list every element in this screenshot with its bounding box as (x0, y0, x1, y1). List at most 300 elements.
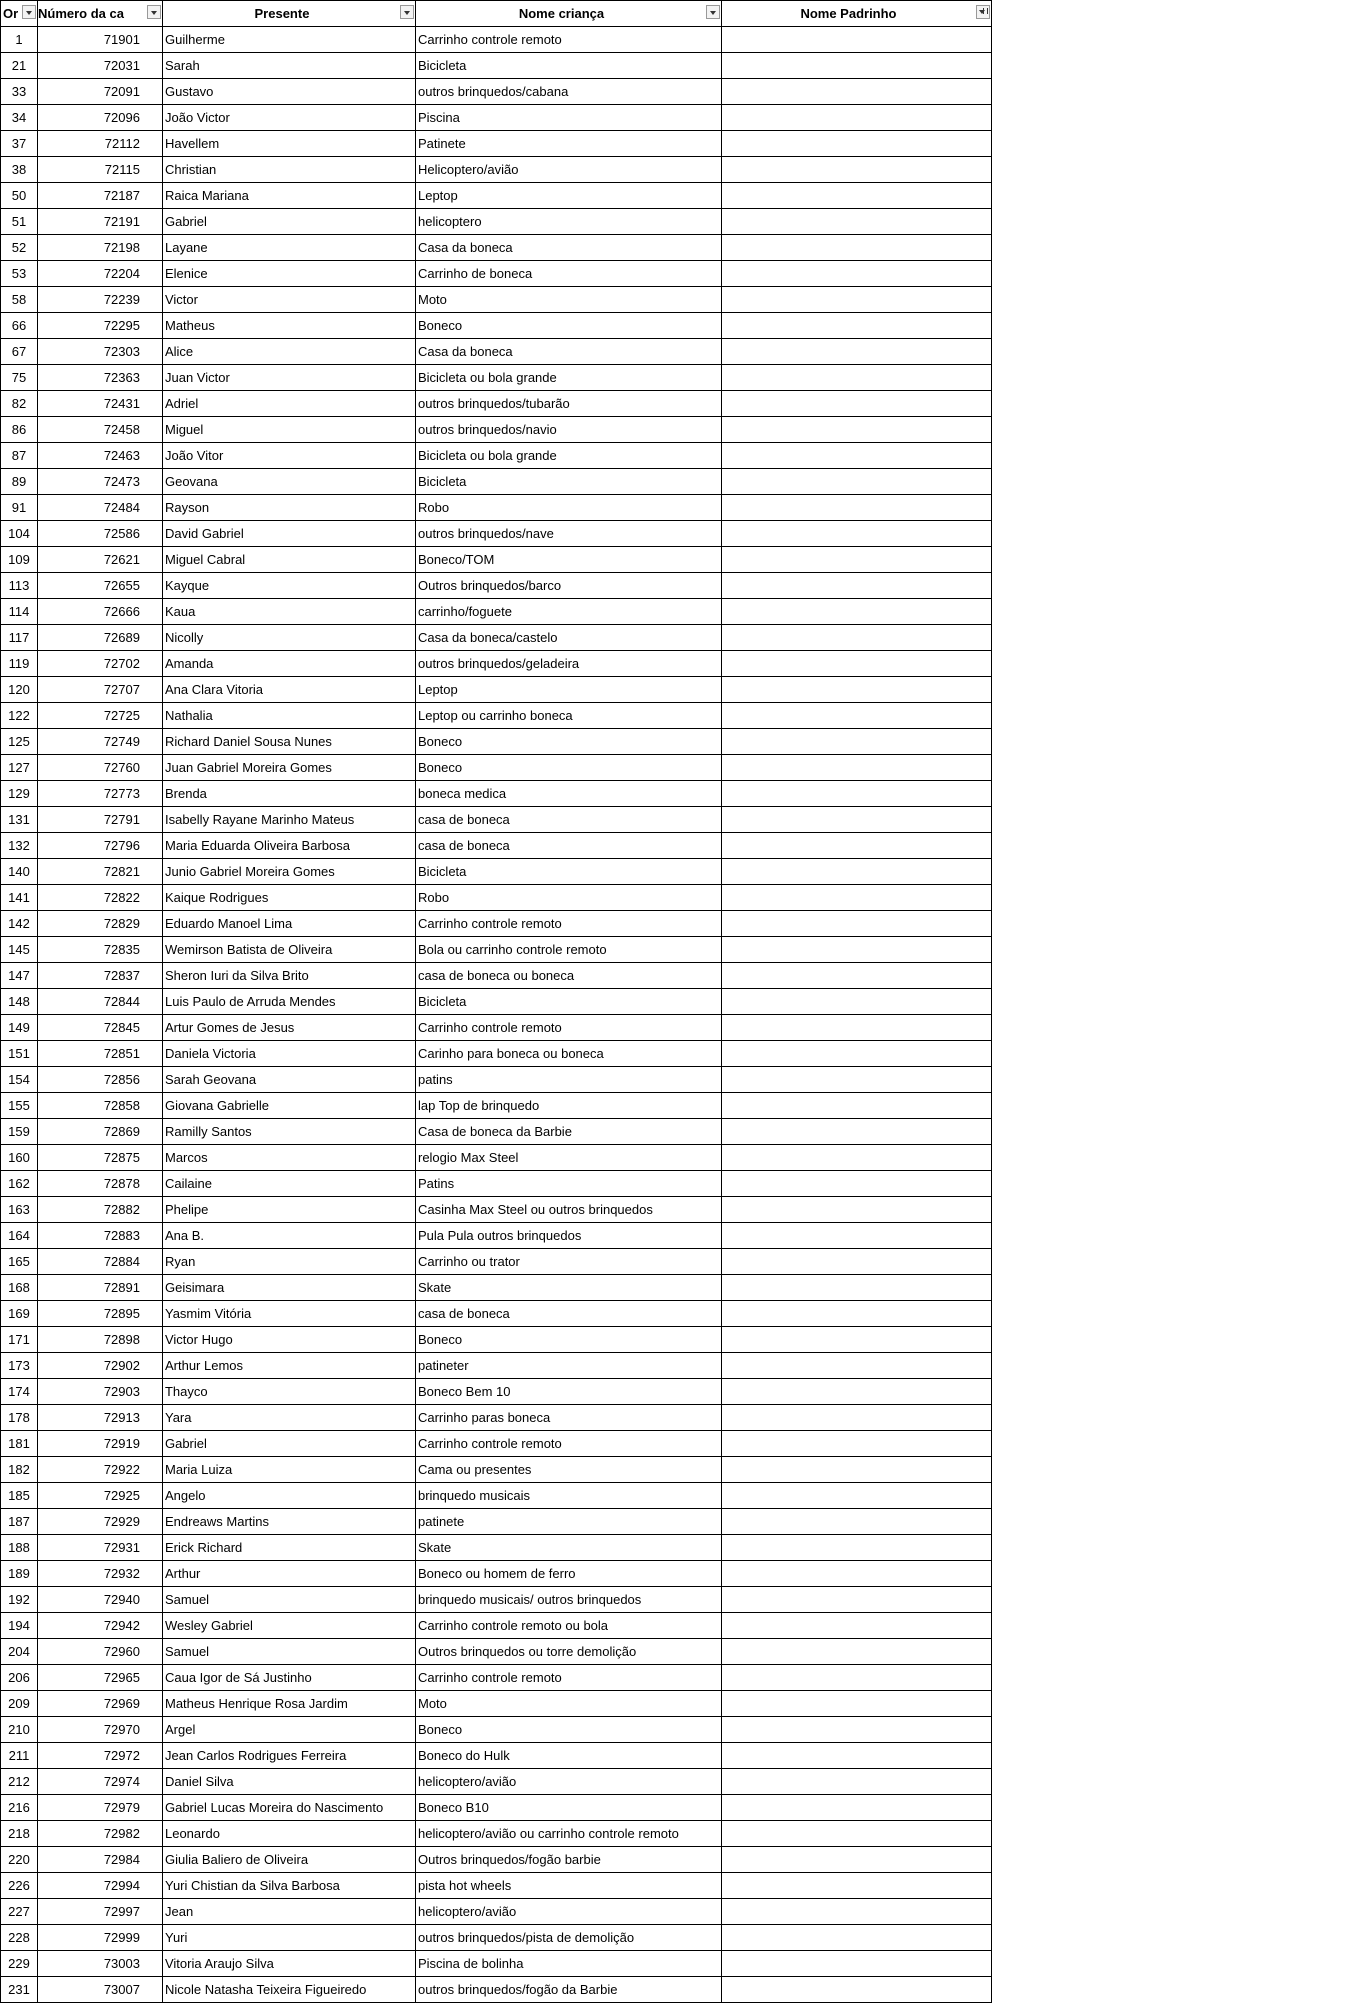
cell-numero-da-carta[interactable]: 72829 (38, 911, 163, 937)
cell-numero-da-carta[interactable]: 72096 (38, 105, 163, 131)
cell-nome-padrinho[interactable] (721, 1535, 991, 1561)
cell-nome-padrinho[interactable] (721, 1509, 991, 1535)
cell-ordem[interactable]: 162 (1, 1171, 38, 1197)
cell-numero-da-carta[interactable]: 72982 (38, 1821, 163, 1847)
cell-numero-da-carta[interactable]: 72931 (38, 1535, 163, 1561)
cell-nome-crianca[interactable]: Robo (415, 885, 721, 911)
cell-presente[interactable]: Jean (162, 1899, 415, 1925)
cell-nome-crianca[interactable]: Carrinho controle remoto (415, 1665, 721, 1691)
cell-ordem[interactable]: 173 (1, 1353, 38, 1379)
cell-ordem[interactable]: 117 (1, 625, 38, 651)
cell-nome-crianca[interactable]: Bicicleta (415, 989, 721, 1015)
cell-nome-padrinho[interactable] (721, 573, 991, 599)
cell-nome-padrinho[interactable] (721, 1977, 991, 2003)
cell-ordem[interactable]: 82 (1, 391, 38, 417)
cell-nome-padrinho[interactable] (721, 521, 991, 547)
cell-presente[interactable]: Gabriel Lucas Moreira do Nascimento (162, 1795, 415, 1821)
cell-nome-padrinho[interactable] (721, 1171, 991, 1197)
cell-nome-padrinho[interactable] (721, 1223, 991, 1249)
cell-presente[interactable]: Sarah (162, 53, 415, 79)
cell-numero-da-carta[interactable]: 72586 (38, 521, 163, 547)
cell-ordem[interactable]: 192 (1, 1587, 38, 1613)
cell-nome-crianca[interactable]: Casa da boneca/castelo (415, 625, 721, 651)
cell-numero-da-carta[interactable]: 72621 (38, 547, 163, 573)
cell-presente[interactable]: Matheus (162, 313, 415, 339)
cell-presente[interactable]: Ramilly Santos (162, 1119, 415, 1145)
cell-nome-crianca[interactable]: Bicicleta (415, 469, 721, 495)
cell-nome-padrinho[interactable] (721, 1353, 991, 1379)
cell-ordem[interactable]: 33 (1, 79, 38, 105)
cell-nome-padrinho[interactable] (721, 1951, 991, 1977)
cell-nome-padrinho[interactable] (721, 755, 991, 781)
cell-nome-padrinho[interactable] (721, 807, 991, 833)
cell-numero-da-carta[interactable]: 72666 (38, 599, 163, 625)
cell-nome-padrinho[interactable] (721, 859, 991, 885)
cell-presente[interactable]: Giulia Baliero de Oliveira (162, 1847, 415, 1873)
cell-nome-padrinho[interactable] (721, 781, 991, 807)
cell-ordem[interactable]: 86 (1, 417, 38, 443)
cell-nome-padrinho[interactable] (721, 1587, 991, 1613)
cell-nome-crianca[interactable]: outros brinquedos/fogão da Barbie (415, 1977, 721, 2003)
cell-nome-padrinho[interactable] (721, 677, 991, 703)
cell-nome-padrinho[interactable] (721, 833, 991, 859)
cell-presente[interactable]: Miguel (162, 417, 415, 443)
cell-nome-crianca[interactable]: Carrinho de boneca (415, 261, 721, 287)
cell-ordem[interactable]: 34 (1, 105, 38, 131)
cell-nome-crianca[interactable]: boneca medica (415, 781, 721, 807)
cell-ordem[interactable]: 159 (1, 1119, 38, 1145)
cell-nome-padrinho[interactable] (721, 1457, 991, 1483)
cell-numero-da-carta[interactable]: 72845 (38, 1015, 163, 1041)
cell-numero-da-carta[interactable]: 72929 (38, 1509, 163, 1535)
cell-nome-crianca[interactable]: Boneco (415, 729, 721, 755)
cell-numero-da-carta[interactable]: 72198 (38, 235, 163, 261)
cell-numero-da-carta[interactable]: 72969 (38, 1691, 163, 1717)
cell-ordem[interactable]: 163 (1, 1197, 38, 1223)
cell-nome-padrinho[interactable] (721, 1821, 991, 1847)
cell-presente[interactable]: Sheron Iuri da Silva Brito (162, 963, 415, 989)
cell-presente[interactable]: Geisimara (162, 1275, 415, 1301)
cell-numero-da-carta[interactable]: 73003 (38, 1951, 163, 1977)
cell-numero-da-carta[interactable]: 72707 (38, 677, 163, 703)
cell-presente[interactable]: Miguel Cabral (162, 547, 415, 573)
cell-nome-padrinho[interactable] (721, 339, 991, 365)
cell-nome-padrinho[interactable] (721, 1743, 991, 1769)
cell-nome-padrinho[interactable] (721, 495, 991, 521)
cell-nome-crianca[interactable]: outros brinquedos/cabana (415, 79, 721, 105)
cell-ordem[interactable]: 127 (1, 755, 38, 781)
cell-numero-da-carta[interactable]: 72883 (38, 1223, 163, 1249)
cell-nome-padrinho[interactable] (721, 625, 991, 651)
cell-nome-padrinho[interactable] (721, 1873, 991, 1899)
cell-nome-padrinho[interactable] (721, 27, 991, 53)
cell-numero-da-carta[interactable]: 72303 (38, 339, 163, 365)
cell-ordem[interactable]: 142 (1, 911, 38, 937)
filter-dropdown-icon[interactable] (706, 5, 720, 19)
cell-numero-da-carta[interactable]: 72898 (38, 1327, 163, 1353)
cell-presente[interactable]: Gabriel (162, 1431, 415, 1457)
cell-numero-da-carta[interactable]: 72791 (38, 807, 163, 833)
cell-nome-padrinho[interactable] (721, 391, 991, 417)
cell-nome-padrinho[interactable] (721, 261, 991, 287)
cell-nome-crianca[interactable]: Outros brinquedos/barco (415, 573, 721, 599)
cell-presente[interactable]: Marcos (162, 1145, 415, 1171)
cell-nome-crianca[interactable]: Piscina (415, 105, 721, 131)
cell-nome-padrinho[interactable] (721, 183, 991, 209)
cell-nome-padrinho[interactable] (721, 651, 991, 677)
cell-presente[interactable]: Artur Gomes de Jesus (162, 1015, 415, 1041)
cell-numero-da-carta[interactable]: 72942 (38, 1613, 163, 1639)
cell-nome-crianca[interactable]: brinquedo musicais (415, 1483, 721, 1509)
cell-numero-da-carta[interactable]: 72837 (38, 963, 163, 989)
cell-nome-crianca[interactable]: helicoptero/avião (415, 1899, 721, 1925)
cell-numero-da-carta[interactable]: 72932 (38, 1561, 163, 1587)
cell-nome-crianca[interactable]: lap Top de brinquedo (415, 1093, 721, 1119)
cell-ordem[interactable]: 119 (1, 651, 38, 677)
cell-nome-padrinho[interactable] (721, 1119, 991, 1145)
cell-ordem[interactable]: 154 (1, 1067, 38, 1093)
cell-ordem[interactable]: 151 (1, 1041, 38, 1067)
cell-presente[interactable]: Eduardo Manoel Lima (162, 911, 415, 937)
cell-ordem[interactable]: 145 (1, 937, 38, 963)
cell-nome-crianca[interactable]: Boneco Bem 10 (415, 1379, 721, 1405)
cell-ordem[interactable]: 131 (1, 807, 38, 833)
cell-nome-padrinho[interactable] (721, 365, 991, 391)
cell-nome-padrinho[interactable] (721, 1899, 991, 1925)
cell-presente[interactable]: Yara (162, 1405, 415, 1431)
cell-presente[interactable]: Nicole Natasha Teixeira Figueiredo (162, 1977, 415, 2003)
cell-nome-padrinho[interactable] (721, 1639, 991, 1665)
cell-nome-crianca[interactable]: Bicicleta (415, 53, 721, 79)
cell-numero-da-carta[interactable]: 72925 (38, 1483, 163, 1509)
cell-nome-padrinho[interactable] (721, 469, 991, 495)
cell-ordem[interactable]: 66 (1, 313, 38, 339)
cell-nome-crianca[interactable]: Carrinho controle remoto ou bola (415, 1613, 721, 1639)
cell-presente[interactable]: Daniela Victoria (162, 1041, 415, 1067)
cell-ordem[interactable]: 51 (1, 209, 38, 235)
filter-active-icon[interactable] (976, 5, 990, 19)
cell-presente[interactable]: Geovana (162, 469, 415, 495)
cell-nome-crianca[interactable]: Outros brinquedos ou torre demolição (415, 1639, 721, 1665)
cell-ordem[interactable]: 169 (1, 1301, 38, 1327)
cell-presente[interactable]: Samuel (162, 1639, 415, 1665)
cell-numero-da-carta[interactable]: 72970 (38, 1717, 163, 1743)
cell-nome-padrinho[interactable] (721, 1925, 991, 1951)
cell-presente[interactable]: Arthur Lemos (162, 1353, 415, 1379)
cell-nome-crianca[interactable]: Carrinho controle remoto (415, 1431, 721, 1457)
cell-nome-padrinho[interactable] (721, 1301, 991, 1327)
cell-presente[interactable]: Samuel (162, 1587, 415, 1613)
cell-nome-padrinho[interactable] (721, 1093, 991, 1119)
cell-nome-crianca[interactable]: Boneco (415, 1717, 721, 1743)
cell-numero-da-carta[interactable]: 72882 (38, 1197, 163, 1223)
cell-ordem[interactable]: 53 (1, 261, 38, 287)
cell-presente[interactable]: Adriel (162, 391, 415, 417)
cell-presente[interactable]: Rayson (162, 495, 415, 521)
cell-presente[interactable]: Kayque (162, 573, 415, 599)
cell-presente[interactable]: Christian (162, 157, 415, 183)
cell-numero-da-carta[interactable]: 72115 (38, 157, 163, 183)
cell-nome-crianca[interactable]: patineter (415, 1353, 721, 1379)
cell-nome-padrinho[interactable] (721, 105, 991, 131)
cell-presente[interactable]: Argel (162, 1717, 415, 1743)
cell-ordem[interactable]: 220 (1, 1847, 38, 1873)
cell-nome-crianca[interactable]: Casinha Max Steel ou outros brinquedos (415, 1197, 721, 1223)
cell-nome-padrinho[interactable] (721, 79, 991, 105)
cell-presente[interactable]: Richard Daniel Sousa Nunes (162, 729, 415, 755)
cell-ordem[interactable]: 1 (1, 27, 38, 53)
cell-ordem[interactable]: 91 (1, 495, 38, 521)
cell-nome-padrinho[interactable] (721, 1327, 991, 1353)
cell-nome-padrinho[interactable] (721, 1431, 991, 1457)
cell-nome-crianca[interactable]: Boneco do Hulk (415, 1743, 721, 1769)
cell-nome-padrinho[interactable] (721, 1405, 991, 1431)
cell-numero-da-carta[interactable]: 72112 (38, 131, 163, 157)
cell-ordem[interactable]: 160 (1, 1145, 38, 1171)
cell-nome-crianca[interactable]: Carrinho controle remoto (415, 911, 721, 937)
cell-presente[interactable]: Yuri Chistian da Silva Barbosa (162, 1873, 415, 1899)
cell-numero-da-carta[interactable]: 73007 (38, 1977, 163, 2003)
cell-nome-padrinho[interactable] (721, 1041, 991, 1067)
cell-ordem[interactable]: 149 (1, 1015, 38, 1041)
cell-presente[interactable]: Giovana Gabrielle (162, 1093, 415, 1119)
cell-numero-da-carta[interactable]: 72187 (38, 183, 163, 209)
cell-nome-crianca[interactable]: Leptop ou carrinho boneca (415, 703, 721, 729)
cell-numero-da-carta[interactable]: 72655 (38, 573, 163, 599)
cell-nome-padrinho[interactable] (721, 1795, 991, 1821)
cell-numero-da-carta[interactable]: 72994 (38, 1873, 163, 1899)
cell-presente[interactable]: Luis Paulo de Arruda Mendes (162, 989, 415, 1015)
cell-nome-padrinho[interactable] (721, 963, 991, 989)
cell-presente[interactable]: Layane (162, 235, 415, 261)
cell-nome-crianca[interactable]: Carrinho controle remoto (415, 27, 721, 53)
cell-ordem[interactable]: 227 (1, 1899, 38, 1925)
cell-nome-crianca[interactable]: Casa de boneca da Barbie (415, 1119, 721, 1145)
cell-numero-da-carta[interactable]: 72725 (38, 703, 163, 729)
cell-nome-padrinho[interactable] (721, 1691, 991, 1717)
cell-ordem[interactable]: 194 (1, 1613, 38, 1639)
cell-numero-da-carta[interactable]: 72856 (38, 1067, 163, 1093)
cell-nome-crianca[interactable]: relogio Max Steel (415, 1145, 721, 1171)
cell-presente[interactable]: Raica Mariana (162, 183, 415, 209)
cell-presente[interactable]: Thayco (162, 1379, 415, 1405)
cell-numero-da-carta[interactable]: 72363 (38, 365, 163, 391)
cell-nome-crianca[interactable]: Boneco (415, 755, 721, 781)
cell-nome-crianca[interactable]: outros brinquedos/tubarão (415, 391, 721, 417)
cell-nome-crianca[interactable]: Skate (415, 1535, 721, 1561)
cell-nome-crianca[interactable]: outros brinquedos/navio (415, 417, 721, 443)
cell-numero-da-carta[interactable]: 72851 (38, 1041, 163, 1067)
cell-nome-padrinho[interactable] (721, 547, 991, 573)
cell-ordem[interactable]: 125 (1, 729, 38, 755)
cell-numero-da-carta[interactable]: 72796 (38, 833, 163, 859)
cell-presente[interactable]: Ana Clara Vitoria (162, 677, 415, 703)
cell-nome-crianca[interactable]: Boneco/TOM (415, 547, 721, 573)
cell-nome-crianca[interactable]: Piscina de bolinha (415, 1951, 721, 1977)
cell-nome-crianca[interactable]: Outros brinquedos/fogão barbie (415, 1847, 721, 1873)
cell-numero-da-carta[interactable]: 72965 (38, 1665, 163, 1691)
cell-presente[interactable]: Guilherme (162, 27, 415, 53)
cell-nome-padrinho[interactable] (721, 989, 991, 1015)
cell-nome-padrinho[interactable] (721, 1275, 991, 1301)
cell-presente[interactable]: Ryan (162, 1249, 415, 1275)
cell-ordem[interactable]: 188 (1, 1535, 38, 1561)
cell-presente[interactable]: Juan Gabriel Moreira Gomes (162, 755, 415, 781)
cell-ordem[interactable]: 211 (1, 1743, 38, 1769)
cell-presente[interactable]: Jean Carlos Rodrigues Ferreira (162, 1743, 415, 1769)
cell-numero-da-carta[interactable]: 72878 (38, 1171, 163, 1197)
cell-presente[interactable]: Kaique Rodrigues (162, 885, 415, 911)
cell-presente[interactable]: Daniel Silva (162, 1769, 415, 1795)
cell-ordem[interactable]: 141 (1, 885, 38, 911)
cell-nome-crianca[interactable]: helicoptero/avião (415, 1769, 721, 1795)
cell-nome-crianca[interactable]: Casa da boneca (415, 339, 721, 365)
cell-numero-da-carta[interactable]: 72191 (38, 209, 163, 235)
cell-presente[interactable]: Ana B. (162, 1223, 415, 1249)
cell-nome-padrinho[interactable] (721, 1665, 991, 1691)
cell-presente[interactable]: Junio Gabriel Moreira Gomes (162, 859, 415, 885)
cell-numero-da-carta[interactable]: 72979 (38, 1795, 163, 1821)
cell-ordem[interactable]: 181 (1, 1431, 38, 1457)
cell-ordem[interactable]: 212 (1, 1769, 38, 1795)
cell-numero-da-carta[interactable]: 72239 (38, 287, 163, 313)
cell-ordem[interactable]: 113 (1, 573, 38, 599)
cell-ordem[interactable]: 109 (1, 547, 38, 573)
cell-nome-crianca[interactable]: outros brinquedos/geladeira (415, 651, 721, 677)
cell-presente[interactable]: Wemirson Batista de Oliveira (162, 937, 415, 963)
cell-ordem[interactable]: 178 (1, 1405, 38, 1431)
cell-nome-padrinho[interactable] (721, 1249, 991, 1275)
cell-nome-padrinho[interactable] (721, 885, 991, 911)
cell-nome-padrinho[interactable] (721, 1015, 991, 1041)
cell-numero-da-carta[interactable]: 72997 (38, 1899, 163, 1925)
cell-ordem[interactable]: 58 (1, 287, 38, 313)
cell-presente[interactable]: Gustavo (162, 79, 415, 105)
cell-ordem[interactable]: 38 (1, 157, 38, 183)
cell-ordem[interactable]: 147 (1, 963, 38, 989)
cell-ordem[interactable]: 21 (1, 53, 38, 79)
cell-numero-da-carta[interactable]: 72091 (38, 79, 163, 105)
cell-ordem[interactable]: 148 (1, 989, 38, 1015)
cell-presente[interactable]: Sarah Geovana (162, 1067, 415, 1093)
cell-ordem[interactable]: 132 (1, 833, 38, 859)
cell-nome-padrinho[interactable] (721, 1561, 991, 1587)
cell-ordem[interactable]: 89 (1, 469, 38, 495)
cell-presente[interactable]: Yuri (162, 1925, 415, 1951)
cell-ordem[interactable]: 52 (1, 235, 38, 261)
cell-numero-da-carta[interactable]: 72875 (38, 1145, 163, 1171)
cell-presente[interactable]: Arthur (162, 1561, 415, 1587)
cell-presente[interactable]: Kaua (162, 599, 415, 625)
cell-nome-padrinho[interactable] (721, 911, 991, 937)
cell-ordem[interactable]: 189 (1, 1561, 38, 1587)
cell-nome-crianca[interactable]: Moto (415, 287, 721, 313)
cell-nome-crianca[interactable]: Carrinho controle remoto (415, 1015, 721, 1041)
cell-nome-crianca[interactable]: helicoptero/avião ou carrinho controle remoto (415, 1821, 721, 1847)
cell-numero-da-carta[interactable]: 72922 (38, 1457, 163, 1483)
cell-presente[interactable]: David Gabriel (162, 521, 415, 547)
cell-nome-crianca[interactable]: outros brinquedos/nave (415, 521, 721, 547)
cell-presente[interactable]: Nicolly (162, 625, 415, 651)
cell-presente[interactable]: Elenice (162, 261, 415, 287)
cell-nome-padrinho[interactable] (721, 1847, 991, 1873)
cell-presente[interactable]: Angelo (162, 1483, 415, 1509)
cell-presente[interactable]: Leonardo (162, 1821, 415, 1847)
cell-nome-padrinho[interactable] (721, 287, 991, 313)
cell-nome-crianca[interactable]: Patinete (415, 131, 721, 157)
cell-nome-crianca[interactable]: Skate (415, 1275, 721, 1301)
cell-nome-padrinho[interactable] (721, 703, 991, 729)
cell-nome-crianca[interactable]: Boneco B10 (415, 1795, 721, 1821)
cell-ordem[interactable]: 182 (1, 1457, 38, 1483)
cell-nome-crianca[interactable]: casa de boneca (415, 807, 721, 833)
cell-ordem[interactable]: 226 (1, 1873, 38, 1899)
cell-numero-da-carta[interactable]: 72458 (38, 417, 163, 443)
cell-numero-da-carta[interactable]: 72431 (38, 391, 163, 417)
cell-nome-padrinho[interactable] (721, 599, 991, 625)
cell-ordem[interactable]: 209 (1, 1691, 38, 1717)
cell-nome-crianca[interactable]: pista hot wheels (415, 1873, 721, 1899)
cell-nome-padrinho[interactable] (721, 157, 991, 183)
cell-nome-crianca[interactable]: casa de boneca (415, 1301, 721, 1327)
cell-ordem[interactable]: 228 (1, 1925, 38, 1951)
filter-dropdown-icon[interactable] (400, 5, 414, 19)
cell-numero-da-carta[interactable]: 72919 (38, 1431, 163, 1457)
cell-ordem[interactable]: 204 (1, 1639, 38, 1665)
cell-ordem[interactable]: 218 (1, 1821, 38, 1847)
cell-ordem[interactable]: 185 (1, 1483, 38, 1509)
cell-presente[interactable]: Maria Eduarda Oliveira Barbosa (162, 833, 415, 859)
cell-ordem[interactable]: 75 (1, 365, 38, 391)
cell-numero-da-carta[interactable]: 72204 (38, 261, 163, 287)
cell-nome-crianca[interactable]: Bola ou carrinho controle remoto (415, 937, 721, 963)
cell-ordem[interactable]: 174 (1, 1379, 38, 1405)
cell-nome-crianca[interactable]: casa de boneca ou boneca (415, 963, 721, 989)
cell-nome-crianca[interactable]: Leptop (415, 677, 721, 703)
cell-ordem[interactable]: 37 (1, 131, 38, 157)
cell-ordem[interactable]: 104 (1, 521, 38, 547)
cell-presente[interactable]: Endreaws Martins (162, 1509, 415, 1535)
cell-ordem[interactable]: 206 (1, 1665, 38, 1691)
cell-ordem[interactable]: 231 (1, 1977, 38, 2003)
cell-presente[interactable]: Phelipe (162, 1197, 415, 1223)
cell-ordem[interactable]: 187 (1, 1509, 38, 1535)
cell-numero-da-carta[interactable]: 72891 (38, 1275, 163, 1301)
cell-ordem[interactable]: 210 (1, 1717, 38, 1743)
cell-presente[interactable]: Isabelly Rayane Marinho Mateus (162, 807, 415, 833)
cell-nome-crianca[interactable]: Cama ou presentes (415, 1457, 721, 1483)
cell-numero-da-carta[interactable]: 72773 (38, 781, 163, 807)
cell-numero-da-carta[interactable]: 72903 (38, 1379, 163, 1405)
cell-numero-da-carta[interactable]: 72822 (38, 885, 163, 911)
cell-numero-da-carta[interactable]: 72031 (38, 53, 163, 79)
cell-nome-crianca[interactable]: Boneco (415, 1327, 721, 1353)
cell-numero-da-carta[interactable]: 72972 (38, 1743, 163, 1769)
cell-ordem[interactable]: 129 (1, 781, 38, 807)
cell-nome-padrinho[interactable] (721, 417, 991, 443)
cell-nome-crianca[interactable]: casa de boneca (415, 833, 721, 859)
cell-ordem[interactable]: 155 (1, 1093, 38, 1119)
cell-nome-padrinho[interactable] (721, 1717, 991, 1743)
cell-numero-da-carta[interactable]: 71901 (38, 27, 163, 53)
cell-nome-padrinho[interactable] (721, 235, 991, 261)
cell-ordem[interactable]: 114 (1, 599, 38, 625)
cell-nome-crianca[interactable]: patins (415, 1067, 721, 1093)
cell-numero-da-carta[interactable]: 72913 (38, 1405, 163, 1431)
cell-nome-crianca[interactable]: Robo (415, 495, 721, 521)
cell-numero-da-carta[interactable]: 72844 (38, 989, 163, 1015)
cell-nome-padrinho[interactable] (721, 1769, 991, 1795)
